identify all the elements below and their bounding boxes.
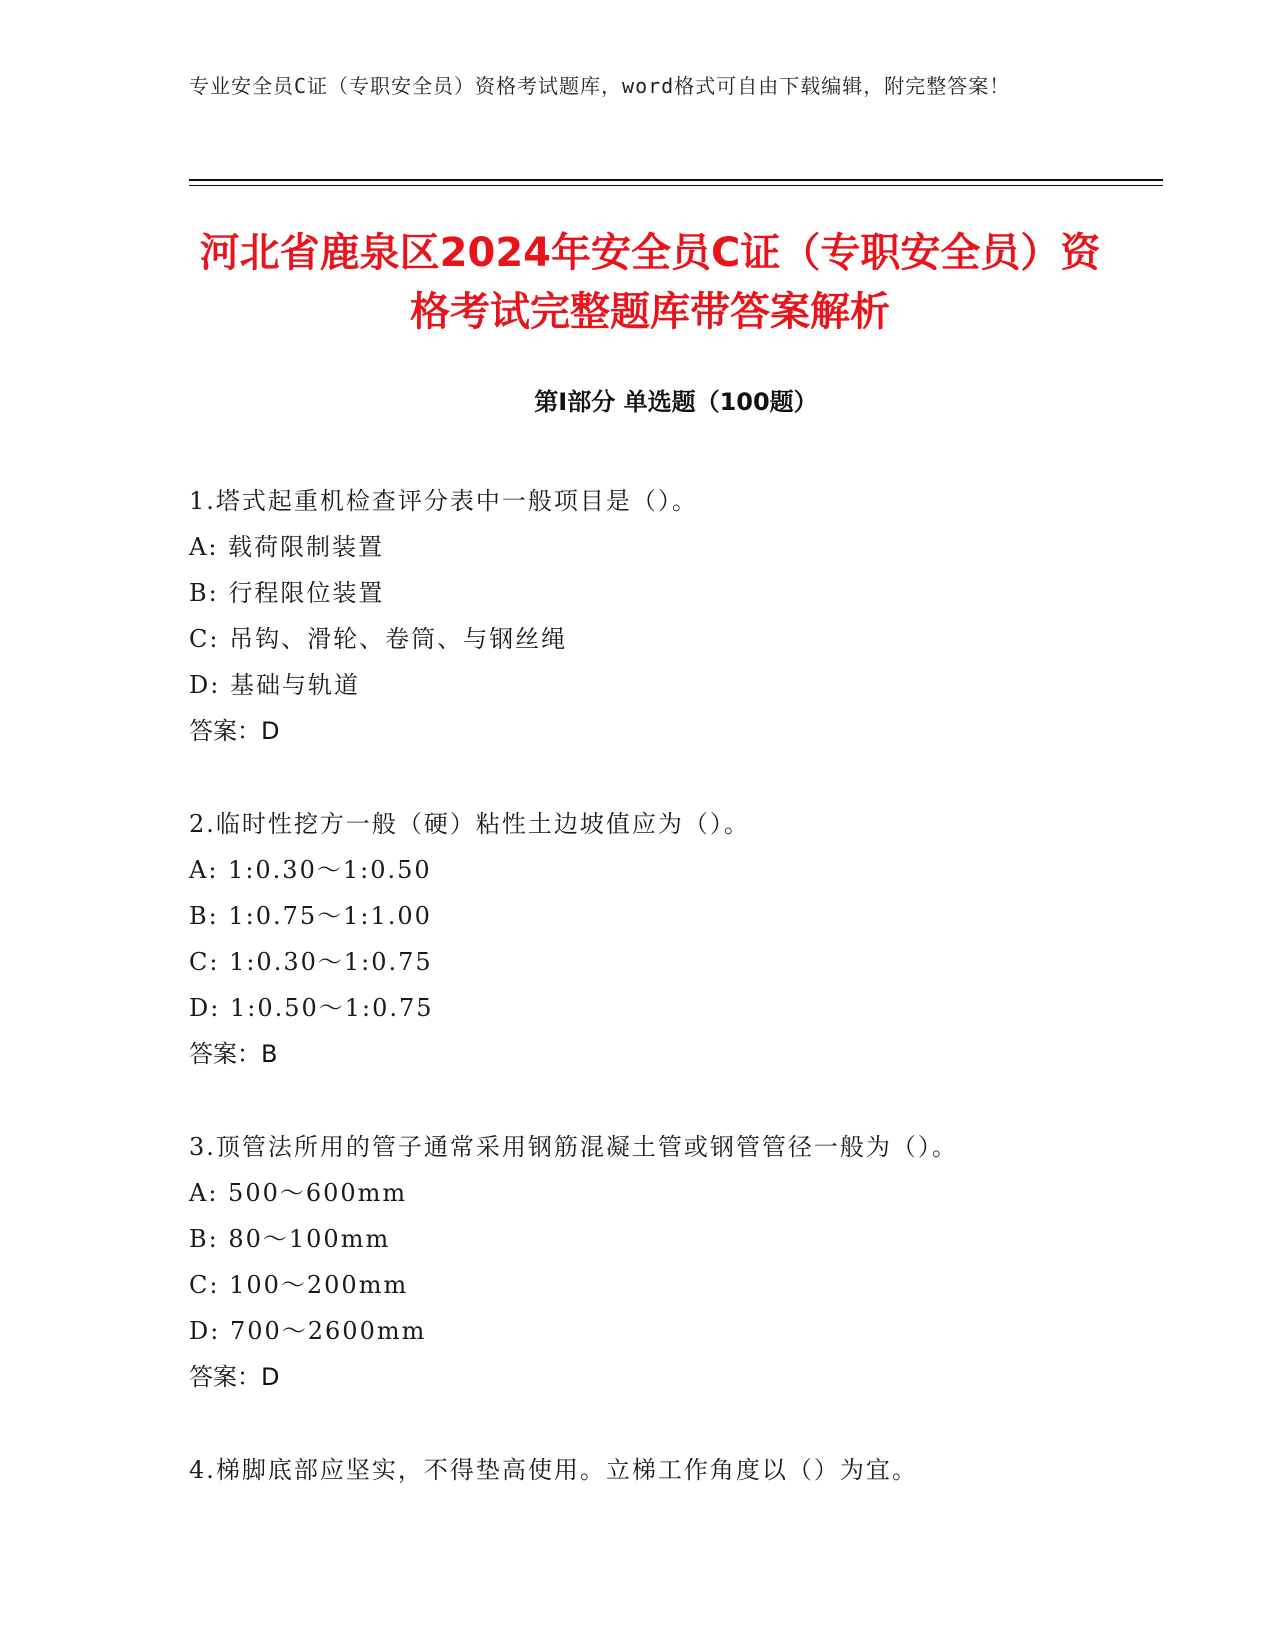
option-c: C: 100～200mm [189,1271,409,1299]
question-4 [189,1447,1163,1493]
option-c: C: 吊钩、滑轮、卷筒、与钢丝绳 [189,625,568,653]
question-list [189,478,1163,1540]
header-divider-thin [189,185,1163,186]
question-stem: 2.临时性挖方一般（硬）粘性土边坡值应为（）。 [189,810,750,838]
answer-label: 答案：D [189,1363,280,1391]
option-b: B: 1:0.75～1:1.00 [189,902,432,930]
header-note: 专业安全员C证（专职安全员）资格考试题库，word格式可自由下载编辑，附完整答案！ [189,74,1011,98]
answer-label: 答案：B [189,1040,278,1068]
option-a: A: 500～600mm [189,1179,408,1207]
section-title: 第Ⅰ部分 单选题（100题） [534,388,818,416]
question-3 [189,1124,1163,1400]
question-stem: 1.塔式起重机检查评分表中一般项目是（）。 [189,487,698,515]
question-2 [189,801,1163,1077]
option-a: A: 载荷限制装置 [189,533,385,561]
question-1 [189,478,1163,754]
option-a: A: 1:0.30～1:0.50 [189,856,432,884]
option-d: D: 1:0.50～1:0.75 [189,994,434,1022]
question-stem: 3.顶管法所用的管子通常采用钢筋混凝土管或钢管管径一般为（）。 [189,1133,958,1161]
answer-label: 答案：D [189,717,280,745]
option-b: B: 行程限位装置 [189,579,385,607]
option-c: C: 1:0.30～1:0.75 [189,948,433,976]
option-d: D: 基础与轨道 [189,671,360,699]
document-title: 河北省鹿泉区2024年安全员C证（专职安全员）资格考试完整题库带答案解析 [199,230,1101,335]
header-divider-thick [189,179,1163,181]
option-b: B: 80～100mm [189,1225,391,1253]
option-d: D: 700～2600mm [189,1317,427,1345]
question-stem: 4.梯脚底部应坚实，不得垫高使用。立梯工作角度以（）为宜。 [189,1456,918,1484]
